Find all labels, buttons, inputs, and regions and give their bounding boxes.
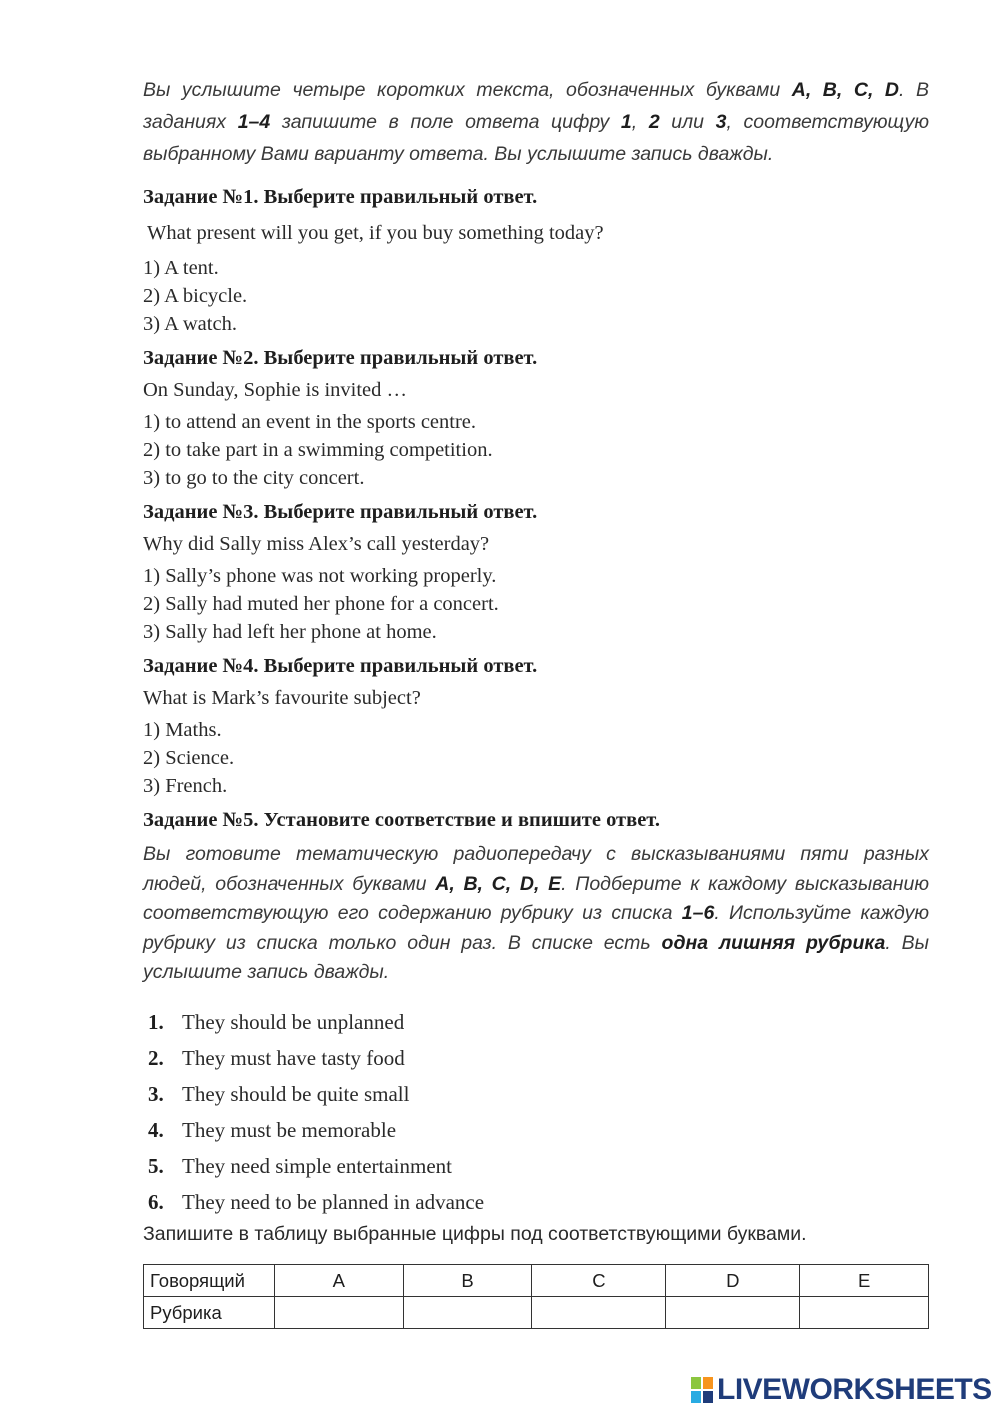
task-2-option-2: 2) to take part in a swimming competition. xyxy=(143,439,493,461)
intro-letters: A, B, C, D xyxy=(791,79,900,101)
table-instruction: Запишите в таблицу выбранные цифры под соответствующими буквами. xyxy=(143,1223,807,1245)
task-5-title: Задание №5. Установите соответствие и впишите ответ. xyxy=(143,809,660,831)
rubric-item: 3. They should be quite small xyxy=(148,1082,410,1106)
task-2-title: Задание №2. Выберите правильный ответ. xyxy=(143,347,538,369)
answer-cell-d[interactable] xyxy=(666,1297,800,1329)
intro-range: 1–4 xyxy=(237,111,271,133)
answer-cell-e[interactable] xyxy=(800,1297,929,1329)
answer-cell-c[interactable] xyxy=(532,1297,666,1329)
answer-table xyxy=(143,1264,929,1329)
rubric-item: 5. They need simple entertainment xyxy=(148,1154,452,1178)
task-4-title: Задание №4. Выберите правильный ответ. xyxy=(143,655,538,677)
speaker-d: D xyxy=(666,1265,800,1297)
answer-cell-b[interactable] xyxy=(403,1297,532,1329)
task-5-instructions: Вы готовите тематическую радиопередачу с высказываниями пяти разных людей, обозначенных буквами A, B, C, D, E. Подберите к каждому высказыванию соответствующую его содержанию рубрику из списка 1–6. Используйте каждую рубрику из списка только один раз. В списке есть одна лишняя рубрика. Вы услышите запись дважды. xyxy=(143,843,930,984)
table-row-answers xyxy=(144,1297,929,1329)
rubric-item: 1. They should be unplanned xyxy=(148,1010,405,1034)
task-4-option-1: 1) Maths. xyxy=(143,719,222,741)
liveworksheets-wordmark: LIVEWORKSHEETS xyxy=(717,1373,992,1406)
task-2-question: On Sunday, Sophie is invited … xyxy=(143,379,408,401)
task-1-option-1: 1) A tent. xyxy=(143,257,219,279)
task-1-title: Задание №1. Выберите правильный ответ. xyxy=(143,186,538,208)
task-1-option-2: 2) A bicycle. xyxy=(143,285,248,307)
rubric-item: 2. They must have tasty food xyxy=(148,1046,405,1070)
speaker-a: A xyxy=(275,1265,404,1297)
speaker-b: B xyxy=(403,1265,532,1297)
answer-cell-a[interactable] xyxy=(275,1297,404,1329)
rubric-item: 4. They must be memorable xyxy=(148,1118,397,1142)
task-3-question: Why did Sally miss Alex’s call yesterday? xyxy=(143,533,490,555)
task-2-option-1: 1) to attend an event in the sports centre. xyxy=(143,411,477,433)
task-2-option-3: 3) to go to the city concert. xyxy=(143,467,365,489)
speaker-label: Говорящий xyxy=(144,1265,275,1297)
task-3-option-2: 2) Sally had muted her phone for a concert. xyxy=(143,593,499,615)
table-row-speakers xyxy=(144,1265,929,1297)
rubric-item: 6. They need to be planned in advance xyxy=(148,1190,485,1214)
task-1-option-3: 3) A watch. xyxy=(143,313,237,335)
rubric-label: Рубрика xyxy=(144,1297,275,1329)
liveworksheets-mark-icon xyxy=(690,1375,714,1405)
task-1-question: What present will you get, if you buy something today? xyxy=(147,222,604,244)
task-3-title: Задание №3. Выберите правильный ответ. xyxy=(143,501,538,523)
task-4-option-3: 3) French. xyxy=(143,775,228,797)
task-3-option-1: 1) Sally’s phone was not working properly. xyxy=(143,565,497,587)
speaker-e: E xyxy=(800,1265,929,1297)
task-4-option-2: 2) Science. xyxy=(143,747,235,769)
intro-instructions: Вы услышите четыре коротких текста, обозначенных буквами A, B, C, D. В заданиях 1–4 запишите в поле ответа цифру 1, 2 или 3, соответствующую выбранному Вами варианту ответа. Вы услышите запись дважды. xyxy=(143,79,930,165)
task-3-option-3: 3) Sally had left her phone at home. xyxy=(143,621,437,643)
task-4-question: What is Mark’s favourite subject? xyxy=(143,687,421,709)
liveworksheets-logo xyxy=(690,1374,992,1406)
speaker-c: C xyxy=(532,1265,666,1297)
